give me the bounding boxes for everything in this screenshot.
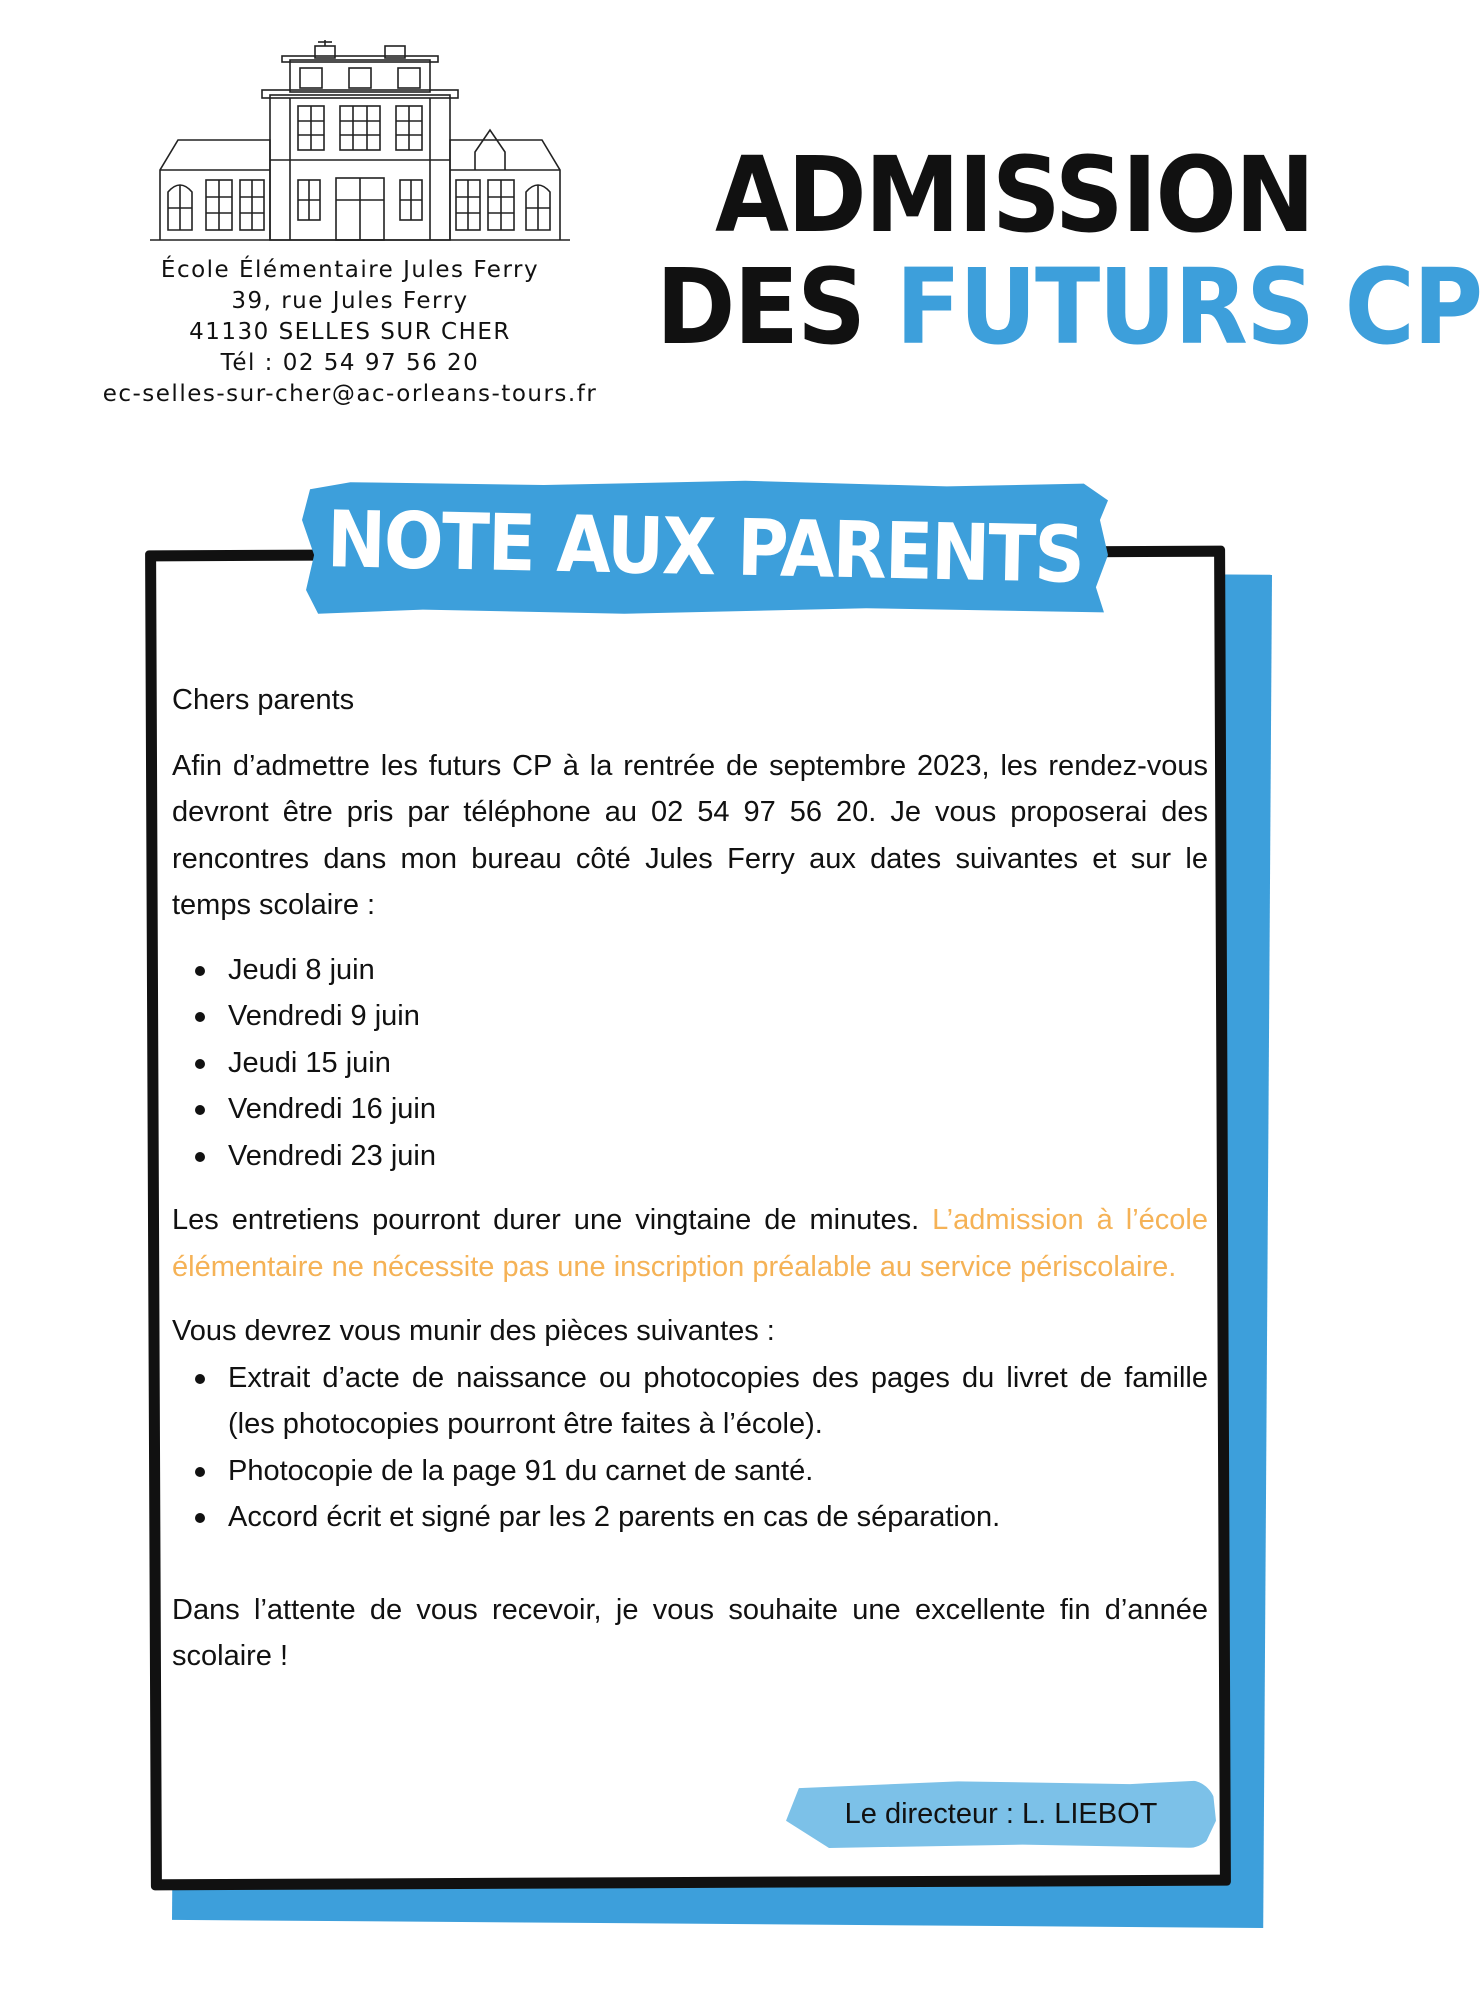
- list-item: Extrait d’acte de naissance ou photocopies des pages du livret de famille (les photocopies pourront être faites à l’école).: [172, 1355, 1208, 1448]
- list-item: Jeudi 15 juin: [172, 1040, 1208, 1087]
- duration-text: Les entretiens pourront durer une vingtaine de minutes.: [172, 1204, 920, 1236]
- bullet-icon: [195, 1105, 205, 1115]
- school-building-icon: [150, 40, 570, 250]
- school-city: 41130 SELLES SUR CHER: [189, 319, 511, 345]
- school-address: [60, 255, 640, 410]
- list-item: Vendredi 23 juin: [172, 1133, 1208, 1180]
- page-title-line1: ADMISSION: [715, 134, 1314, 256]
- interview-paragraph: [172, 1197, 1208, 1290]
- greeting: Chers parents: [172, 684, 355, 716]
- list-item: Photocopie de la page 91 du carnet de santé.: [172, 1448, 1208, 1495]
- documents-intro: Vous devrez vous munir des pièces suivantes :: [172, 1315, 775, 1347]
- admission-note: L’admission à l’école élémentaire ne nécessite pas une inscription préalable au service périscolaire.: [172, 1204, 1209, 1283]
- dates-list: [172, 947, 1208, 1180]
- bullet-icon: [195, 1513, 205, 1523]
- bullet-icon: [195, 966, 205, 976]
- list-item: Vendredi 16 juin: [172, 1086, 1208, 1133]
- documents-list: [172, 1355, 1208, 1541]
- bullet-icon: [195, 1467, 205, 1477]
- banner-title: NOTE AUX PARENTS: [326, 495, 1084, 601]
- school-phone: Tél : 02 54 97 56 20: [220, 350, 480, 376]
- bullet-icon: [195, 1012, 205, 1022]
- title-futurs-cp: FUTURS CP: [895, 246, 1481, 368]
- school-street: 39, rue Jules Ferry: [231, 288, 469, 314]
- closing-paragraph: Dans l’attente de vous recevoir, je vous souhaite une excellente fin d’année scolaire !: [172, 1593, 1208, 1672]
- letter-body: [172, 677, 1208, 1680]
- bullet-icon: [195, 1152, 205, 1162]
- signature: Le directeur : L. LIEBOT: [844, 1797, 1158, 1830]
- bullet-icon: [195, 1374, 205, 1384]
- list-item: Jeudi 8 juin: [172, 947, 1208, 994]
- intro-paragraph: Afin d’admettre les futurs CP à la rentrée de septembre 2023, les rendez-vous devront être pris par téléphone au 02 54 97 56 20. Je vous proposerai des rencontres dans mon bureau côté Jules Ferry aux dates suivantes et sur le temps scolaire :: [172, 749, 1208, 921]
- title-des: DES: [656, 246, 896, 368]
- bullet-icon: [195, 1059, 205, 1069]
- list-item: Accord écrit et signé par les 2 parents en cas de séparation.: [172, 1494, 1208, 1541]
- page-title-line2: [656, 246, 1481, 368]
- list-item: Vendredi 9 juin: [172, 993, 1208, 1040]
- school-email[interactable]: ec-selles-sur-cher@ac-orleans-tours.fr: [102, 381, 598, 407]
- school-name: École Élémentaire Jules Ferry: [160, 257, 540, 283]
